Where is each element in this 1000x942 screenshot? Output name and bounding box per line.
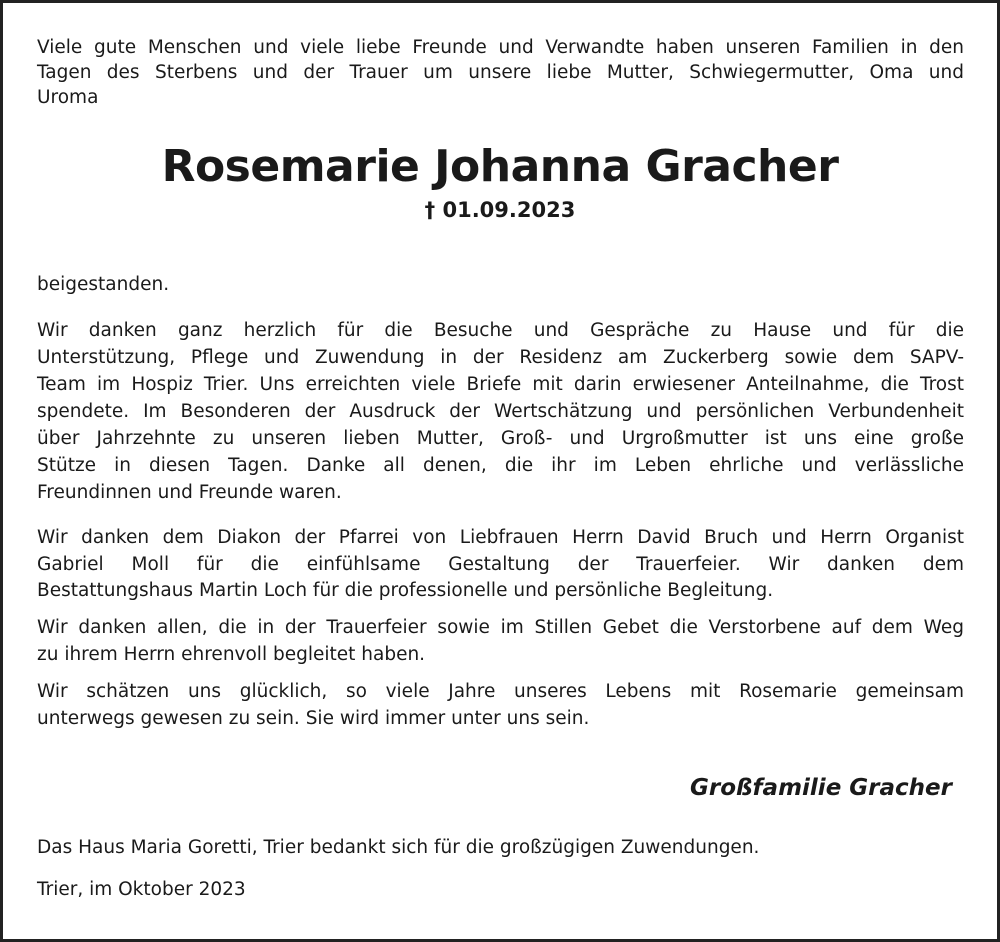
paragraph-line: Team im Hospiz Trier. Uns erreichten viele Briefe mit darin erwiesener Anteilnahme, die Trost bbox=[37, 374, 964, 395]
intro-line: Tagen des Sterbens und der Trauer um unsere liebe Mutter, Schwiegermutter, Oma und bbox=[37, 62, 964, 83]
intro-line: Uroma bbox=[37, 87, 99, 108]
paragraph-line: Freundinnen und Freunde waren. bbox=[37, 482, 342, 503]
paragraph-line: über Jahrzehnte zu unseren lieben Mutter, Groß- und Urgroßmutter ist uns eine große bbox=[37, 428, 964, 449]
paragraph-line: Gabriel Moll für die einfühlsame Gestaltung der Trauerfeier. Wir danken dem bbox=[37, 553, 964, 575]
intro-line: Viele gute Menschen und viele liebe Freunde und Verwandte haben unseren Familien in den bbox=[37, 37, 964, 58]
paragraph-line: Stütze in diesen Tagen. Danke all denen, die ihr im Leben ehrliche und verlässliche bbox=[37, 455, 964, 476]
deceased-name: Rosemarie Johanna Gracher bbox=[161, 141, 839, 192]
paragraph-line: Wir danken allen, die in der Trauerfeier sowie im Stillen Gebet die Verstorbene auf dem Weg bbox=[37, 617, 964, 638]
paragraph-line: Wir danken ganz herzlich für die Besuche und Gespräche zu Hause und für die bbox=[37, 320, 964, 341]
paragraph-line: unterwegs gewesen zu sein. Sie wird immer unter uns sein. bbox=[37, 707, 590, 729]
paragraph-line: Bestattungshaus Martin Loch für die professionelle und persönliche Begleitung. bbox=[37, 580, 774, 601]
paragraph-line: Wir schätzen uns glücklich, so viele Jahre unseres Lebens mit Rosemarie gemeinsam bbox=[37, 681, 964, 702]
donation-note: Das Haus Maria Goretti, Trier bedankt sich für die großzügigen Zuwendungen. bbox=[37, 837, 760, 858]
paragraph-line: Wir danken dem Diakon der Pfarrei von Liebfrauen Herrn David Bruch und Herrn Organist bbox=[37, 527, 964, 548]
place-and-date: Trier, im Oktober 2023 bbox=[37, 879, 246, 900]
death-date: † 01.09.2023 bbox=[424, 198, 576, 222]
paragraph-line: spendete. Im Besonderen der Ausdruck der Wertschätzung und persönlichen Verbundenheit bbox=[37, 401, 964, 422]
paragraph-line: Unterstützung, Pflege und Zuwendung in der Residenz am Zuckerberg sowie dem SAPV- bbox=[37, 347, 964, 368]
paragraph-line: zu ihrem Herrn ehrenvoll begleitet haben. bbox=[37, 643, 426, 665]
intro-closing: beigestanden. bbox=[37, 274, 170, 295]
signature: Großfamilie Gracher bbox=[689, 775, 952, 801]
